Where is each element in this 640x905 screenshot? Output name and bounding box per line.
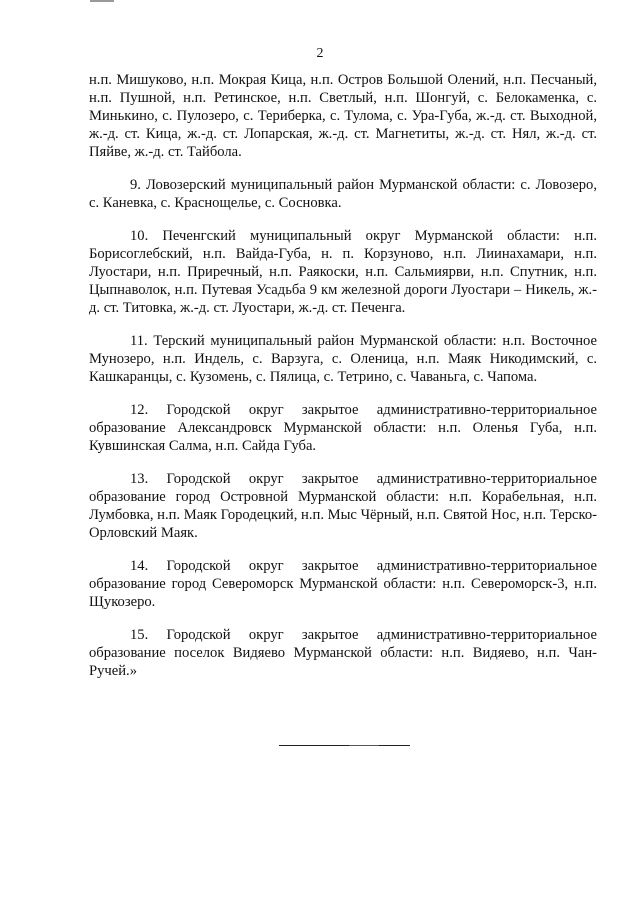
- document-body: [89, 71, 597, 695]
- document-end-rule: [279, 745, 410, 746]
- page-number: 2: [316, 46, 324, 61]
- paragraph-9-lovozersky-district: 9. Ловозерский муниципальный район Мурманской области: с. Ловозеро, с. Каневка, с. Краснощелье, с. Сосновка.: [89, 177, 597, 211]
- paragraph-continuation-8: н.п. Мишуково, н.п. Мокрая Кица, н.п. Остров Большой Олений, н.п. Песчаный, н.п. Пушной, н.п. Ретинское, н.п. Светлый, н.п. Шонгуй, с. Белокаменка, с. Минькино, с. Пулозеро, с. Териберка, с. Тулома, с. Ура-Губа, ж.-д. ст. Выходной, ж.-д. ст. Кица, ж.-д. ст. Лопарская, ж.-д. ст. Магнетиты, ж.-д. ст. Нял, ж.-д. ст. Пяйве, ж.-д. ст. Тайбола.: [89, 72, 597, 160]
- paragraph-11-tersky-district: 11. Терский муниципальный район Мурманской области: н.п. Восточное Мунозеро, н.п. Индель, с. Варзуга, с. Оленица, н.п. Маяк Никодимский, с. Кашкаранцы, с. Кузомень, с. Пялица, с. Тетрино, с. Чаваньга, с. Чапома.: [89, 333, 597, 385]
- paragraph-10-pechengsky-district: 10. Печенгский муниципальный округ Мурманской области: н.п. Борисоглебский, н.п. Вайда-Губа, н. п. Корзуново, н.п. Лиинахамари, н.п. Луостари, н.п. Приречный, н.п. Раякоски, н.п. Сальмиярви, н.п. Спутник, н.п. Цыпнаволок, н.п. Путевая Усадьба 9 км железной дороги Луостари – Никель, ж.-д. ст. Титовка, ж.-д. ст. Луостари, ж.-д. ст. Печенга.: [89, 228, 597, 316]
- paragraph-13-ostrovnoy-zato: 13. Городской округ закрытое административно-территориальное образование город Островной Мурманской области: н.п. Корабельная, н.п. Лумбовка, н.п. Маяк Городецкий, н.п. Мыс Чёрный, н.п. Святой Нос, н.п. Терско-Орловский Маяк.: [89, 471, 597, 541]
- paragraph-14-severomorsk-zato: 14. Городской округ закрытое административно-территориальное образование город Североморск Мурманской области: н.п. Североморск-3, н.п. Щукозеро.: [89, 558, 597, 610]
- paragraph-15-vidyaevo-zato: 15. Городской округ закрытое административно-территориальное образование поселок Видяево Мурманской области: н.п. Видяево, н.п. Чан-Ручей.»: [89, 627, 597, 679]
- paragraph-12-aleksandrovsk-zato: 12. Городской округ закрытое административно-территориальное образование Александровск Мурманской области: н.п. Оленья Губа, н.п. Кувшинская Салма, н.п. Сайда Губа.: [89, 402, 597, 454]
- scan-edge-mark: [90, 0, 114, 2]
